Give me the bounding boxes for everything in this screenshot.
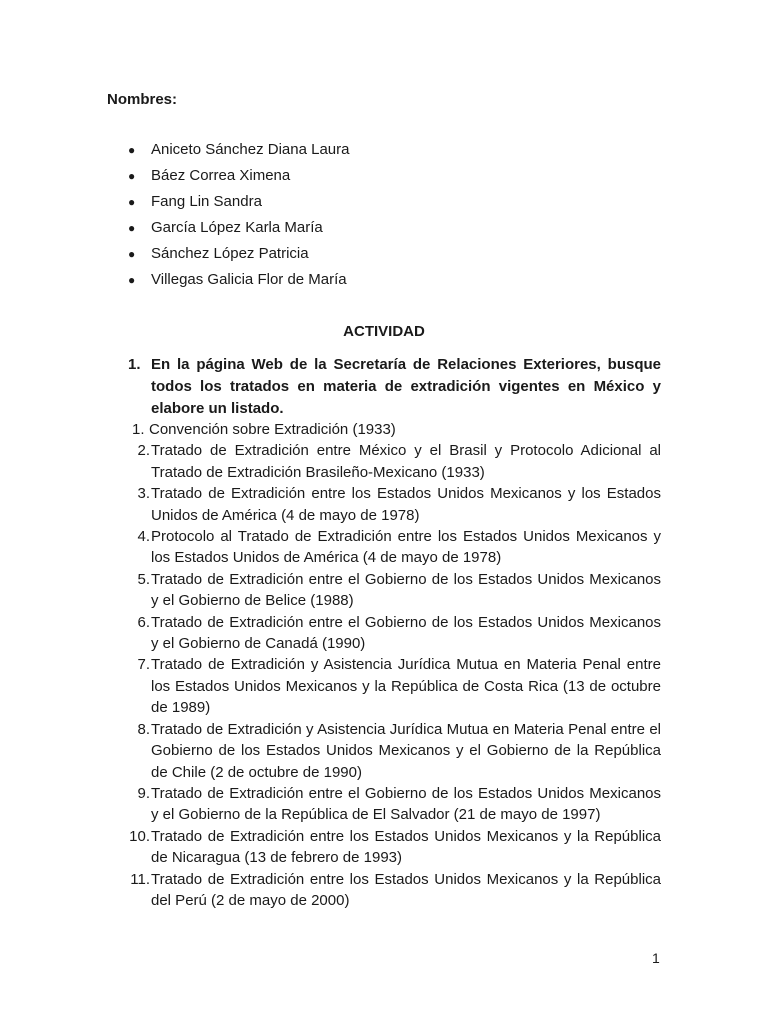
treaty-number: 2. xyxy=(137,442,150,460)
treaty-item xyxy=(128,526,661,569)
treaty-text: Tratado de Extradición y Asistencia Jurídica Mutua en Materia Penal entre el Gobierno de los Estados Unidos Mexicanos y el Gobierno de la República de Chile (2 de octubre de 1990) xyxy=(151,720,661,781)
name-text: Aniceto Sánchez Diana Laura xyxy=(151,141,350,158)
treaty-number: 7. xyxy=(137,656,150,674)
list-item xyxy=(128,218,349,244)
treaty-text: Tratado de Extradición entre los Estados Unidos Mexicanos y los Estados Unidos de América (4 de mayo de 1978) xyxy=(151,485,661,524)
treaty-item xyxy=(128,612,661,655)
name-text: Báez Correa Ximena xyxy=(151,167,291,184)
treaty-number: 3. xyxy=(137,485,150,503)
treaty-text: Protocolo al Tratado de Extradición entre los Estados Unidos Mexicanos y los Estados Unidos de América (4 de mayo de 1978) xyxy=(151,528,661,567)
treaty-text: Tratado de Extradición entre los Estados Unidos Mexicanos y la República de Nicaragua (13 de febrero de 1993) xyxy=(151,827,661,867)
list-item xyxy=(128,166,349,192)
treaty-item xyxy=(128,783,661,826)
name-text: Fang Lin Sandra xyxy=(151,193,262,210)
treaty-item xyxy=(128,869,661,912)
question-text: En la página Web de la Secretaría de Relaciones Exteriores, busque todos los tratados en materia de extradición vigentes en México y elabore un listado. xyxy=(151,356,661,417)
treaty-number: 8. xyxy=(137,720,150,738)
treaty-text: Tratado de Extradición entre México y el Brasil y Protocolo Adicional al Tratado de Extradición Brasileño-Mexicano (1933) xyxy=(151,442,661,481)
treaty-number: 6. xyxy=(137,613,150,631)
treaty-item xyxy=(128,826,661,869)
activity-title: ACTIVIDAD xyxy=(343,323,425,340)
treaty-item xyxy=(128,569,661,612)
treaty-text: Convención sobre Extradición (1933) xyxy=(149,421,396,438)
treaty-text: Tratado de Extradición entre el Gobierno de los Estados Unidos Mexicanos y el Gobierno de Canadá (1990) xyxy=(151,613,661,653)
treaty-text: Tratado de Extradición entre el Gobierno de los Estados Unidos Mexicanos y el Gobierno de la República de El Salvador (21 de mayo de 1997) xyxy=(151,784,661,824)
names-list xyxy=(128,140,349,296)
bullet-icon: ● xyxy=(128,221,136,235)
bullet-icon: ● xyxy=(128,195,136,209)
page-number: 1 xyxy=(652,950,660,966)
name-text: García López Karla María xyxy=(151,219,323,236)
bullet-icon: ● xyxy=(128,247,136,261)
bullet-icon: ● xyxy=(128,169,136,183)
names-heading: Nombres: xyxy=(107,91,178,108)
name-text: Sánchez López Patricia xyxy=(151,245,309,262)
treaty-text: Tratado de Extradición entre los Estados Unidos Mexicanos y la República del Perú (2 de mayo de 2000) xyxy=(151,870,661,909)
treaty-item xyxy=(128,719,661,783)
list-item xyxy=(128,140,349,166)
treaty-list xyxy=(128,419,661,911)
list-item xyxy=(128,192,349,218)
treaty-number: 11. xyxy=(130,870,150,888)
treaty-text: Tratado de Extradición entre el Gobierno de los Estados Unidos Mexicanos y el Gobierno de Belice (1988) xyxy=(151,570,661,610)
treaty-number: 9. xyxy=(137,784,150,802)
treaty-item xyxy=(128,654,661,718)
question-number: 1. xyxy=(128,356,141,373)
treaty-item xyxy=(128,419,661,440)
list-item xyxy=(128,270,349,296)
treaty-item xyxy=(128,440,661,483)
list-item xyxy=(128,244,349,270)
treaty-number: 4. xyxy=(137,528,150,546)
treaty-number: 1. xyxy=(132,421,145,438)
treaty-number: 10. xyxy=(129,827,150,845)
bullet-icon: ● xyxy=(128,143,136,157)
name-text: Villegas Galicia Flor de María xyxy=(151,271,347,288)
treaty-number: 5. xyxy=(137,570,150,588)
bullet-icon: ● xyxy=(128,273,136,287)
treaty-text: Tratado de Extradición y Asistencia Jurídica Mutua en Materia Penal entre los Estados Unidos Mexicanos y la República de Costa Rica (13 de octubre de 1989) xyxy=(151,656,661,717)
question xyxy=(128,354,661,420)
treaty-item xyxy=(128,483,661,526)
